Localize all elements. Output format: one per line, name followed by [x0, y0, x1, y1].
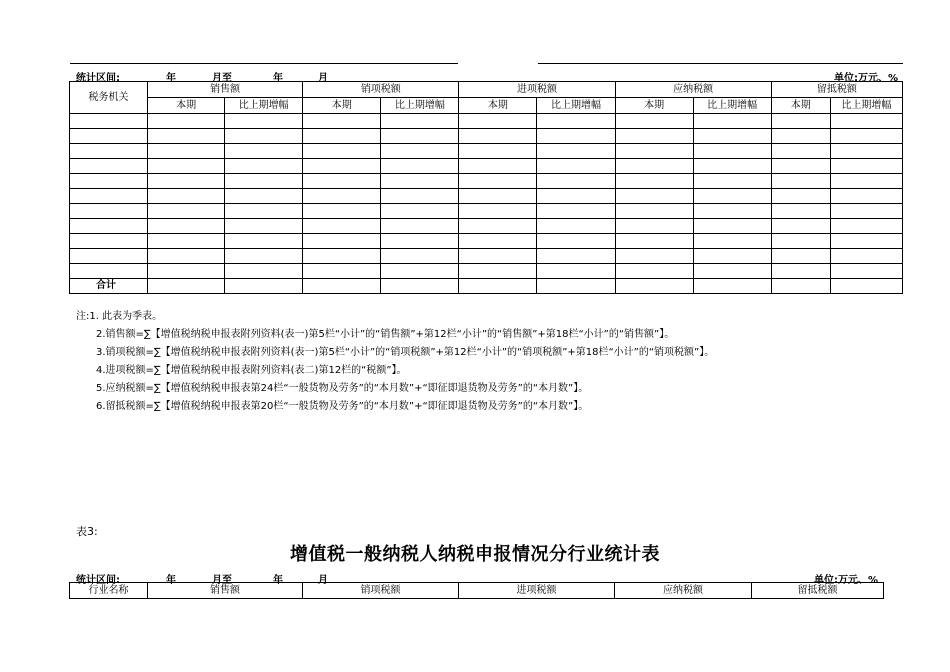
table-cell: [830, 264, 902, 279]
table-cell: [381, 159, 459, 174]
table-cell: [148, 264, 225, 279]
table-cell: [830, 114, 902, 129]
table-cell: [537, 234, 615, 249]
table-cell: [70, 159, 148, 174]
table-cell: [303, 249, 381, 264]
table-cell: [70, 249, 148, 264]
table-cell: [537, 174, 615, 189]
table-cell: [615, 144, 693, 159]
table-cell: [830, 204, 902, 219]
table-cell: [148, 279, 225, 294]
table-cell: [830, 189, 902, 204]
t3-period-year-start: 年: [166, 575, 176, 586]
table-cell: [537, 264, 615, 279]
table-cell: [303, 129, 381, 144]
period-month-to: 月至: [212, 73, 232, 84]
table-cell: [70, 174, 148, 189]
table-cell: [303, 114, 381, 129]
table-cell: [459, 279, 537, 294]
subheader-current: 本期: [459, 98, 537, 114]
table-row: [70, 264, 903, 279]
table-cell: [693, 219, 771, 234]
table-cell: [615, 219, 693, 234]
table-cell: [693, 264, 771, 279]
table-cell: [303, 144, 381, 159]
table-cell: [771, 249, 830, 264]
table-cell: [830, 129, 902, 144]
table-cell: [70, 189, 148, 204]
subheader-growth: 比上期增幅: [693, 98, 771, 114]
table-cell: [381, 219, 459, 234]
table-cell: [459, 189, 537, 204]
header-input-tax: 进项税额: [459, 82, 615, 98]
table-cell: [303, 219, 381, 234]
table-cell: [381, 129, 459, 144]
table-cell: [693, 114, 771, 129]
table-cell: [381, 234, 459, 249]
table-cell: [225, 234, 303, 249]
table-cell: [830, 249, 902, 264]
table-cell: [70, 129, 148, 144]
note-3: 3.销项税额=∑【增值税纳税申报表附列资料(表一)第5栏“小计”的“销项税额”+第12栏“小计”的“销项税额”+第18栏“小计”的“销项税额”】。: [96, 347, 715, 358]
table-cell: [537, 279, 615, 294]
period-year-end: 年: [273, 73, 283, 84]
table-cell: [615, 114, 693, 129]
table-cell: [830, 144, 902, 159]
industry-table: [69, 582, 884, 599]
table-row: [70, 144, 903, 159]
table3-label: 表3:: [76, 525, 98, 538]
table-cell: [693, 189, 771, 204]
table-cell: [537, 189, 615, 204]
t3-period-month-to: 月至: [212, 575, 232, 586]
period-label: 统计区间:: [76, 73, 120, 84]
table-cell: [615, 234, 693, 249]
t3-header-retained-credit: 留抵税额: [752, 583, 884, 599]
top-rule-left: [70, 63, 458, 64]
t3-period-label: 统计区间:: [76, 575, 120, 586]
tax-office-table: [69, 81, 903, 294]
table-cell: [225, 144, 303, 159]
t3-period-year-end: 年: [273, 575, 283, 586]
table-cell: [381, 264, 459, 279]
table-cell: [830, 159, 902, 174]
table-cell: [830, 234, 902, 249]
table-cell: [537, 129, 615, 144]
table-cell: [225, 114, 303, 129]
table-cell: [615, 129, 693, 144]
table-cell: [70, 234, 148, 249]
table-cell: [459, 264, 537, 279]
t3-period-month-end: 月: [318, 575, 328, 586]
table-row: [70, 249, 903, 264]
table-cell: [537, 204, 615, 219]
table-cell: [771, 144, 830, 159]
table-cell: [771, 174, 830, 189]
header-tax-office: 税务机关: [70, 82, 148, 114]
subheader-current: 本期: [615, 98, 693, 114]
table-cell: [303, 279, 381, 294]
table-cell: [225, 219, 303, 234]
t3-unit-label: 单位:万元、%: [813, 575, 878, 586]
table-cell: [148, 189, 225, 204]
table-cell: [459, 174, 537, 189]
table-cell: [303, 234, 381, 249]
t3-header-input-tax: 进项税额: [459, 583, 615, 599]
header-output-tax: 销项税额: [303, 82, 459, 98]
table3-title: 增值税一般纳税人纳税申报情况分行业统计表: [290, 544, 660, 565]
table-cell: [459, 144, 537, 159]
subheader-current: 本期: [148, 98, 225, 114]
table-cell: [615, 174, 693, 189]
table-cell: [615, 189, 693, 204]
header-tax-payable: 应纳税额: [615, 82, 771, 98]
table-cell: [148, 204, 225, 219]
table-cell: [381, 144, 459, 159]
table-cell: [225, 174, 303, 189]
table-cell: [148, 219, 225, 234]
subheader-growth: 比上期增幅: [225, 98, 303, 114]
table-cell: [615, 204, 693, 219]
table-cell: [537, 114, 615, 129]
period-year-start: 年: [166, 73, 176, 84]
table-cell: [381, 174, 459, 189]
subheader-current: 本期: [303, 98, 381, 114]
note-5: 5.应纳税额=∑【增值税纳税申报表第24栏“一般货物及劳务”的“本月数”+“即征即退货物及劳务”的“本月数”】。: [96, 383, 589, 394]
table-cell: [771, 189, 830, 204]
table-cell: [225, 189, 303, 204]
notes-block: [76, 308, 714, 416]
table-cell: [771, 219, 830, 234]
table-cell: [148, 129, 225, 144]
table-cell: [537, 219, 615, 234]
note-6: 6.留抵税额=∑【增值税纳税申报表第20栏“一般货物及劳务”的“本月数”+“即征即退货物及劳务”的“本月数”】。: [96, 401, 589, 412]
table-cell: [225, 249, 303, 264]
table-row: [70, 189, 903, 204]
subheader-growth: 比上期增幅: [830, 98, 902, 114]
table-cell: [615, 279, 693, 294]
table-cell: [148, 144, 225, 159]
table-cell: [830, 174, 902, 189]
table-cell: [693, 234, 771, 249]
table-cell: [70, 114, 148, 129]
table-cell: [459, 219, 537, 234]
table-cell: [771, 204, 830, 219]
table-cell: [225, 279, 303, 294]
table-cell: [615, 159, 693, 174]
table-cell: [303, 204, 381, 219]
table-cell: [459, 159, 537, 174]
table-row: [70, 174, 903, 189]
table-cell: [148, 234, 225, 249]
unit-label: 单位:万元、%: [833, 73, 898, 84]
table-cell: [537, 159, 615, 174]
subheader-growth: 比上期增幅: [381, 98, 459, 114]
table-cell: [381, 279, 459, 294]
table-cell: [225, 129, 303, 144]
table-cell: [830, 279, 902, 294]
table-cell: [771, 129, 830, 144]
table-cell: [459, 129, 537, 144]
table-cell: [693, 249, 771, 264]
table-cell: [693, 174, 771, 189]
table-cell: [771, 234, 830, 249]
table-cell: [830, 219, 902, 234]
table-cell: [70, 144, 148, 159]
header-sales: 销售额: [148, 82, 303, 98]
table-cell: [537, 249, 615, 264]
table-cell: [459, 114, 537, 129]
table-cell: [693, 159, 771, 174]
table-cell: [225, 264, 303, 279]
table-cell: [148, 159, 225, 174]
table-cell: [303, 159, 381, 174]
table-cell: [771, 159, 830, 174]
top-rule-right: [538, 63, 903, 64]
table-cell: [771, 279, 830, 294]
t3-header-output-tax: 销项税额: [303, 583, 459, 599]
table-cell: [615, 249, 693, 264]
table-row: [70, 129, 903, 144]
subheader-current: 本期: [771, 98, 830, 114]
table-cell: [148, 174, 225, 189]
table-cell: [459, 204, 537, 219]
table-cell: [693, 129, 771, 144]
table-cell: [459, 249, 537, 264]
table-cell: [303, 174, 381, 189]
table-cell: [771, 114, 830, 129]
table-cell: [771, 264, 830, 279]
table-cell: [148, 249, 225, 264]
table-cell: [225, 204, 303, 219]
note-4: 4.进项税额=∑【增值税纳税申报表附列资料(表二)第12栏的“税额”】。: [96, 365, 407, 376]
table-cell: [615, 264, 693, 279]
total-row: [70, 279, 903, 294]
table-cell: [303, 264, 381, 279]
table-row: [70, 234, 903, 249]
table-cell: [225, 159, 303, 174]
table-row: [70, 219, 903, 234]
t3-header-tax-payable: 应纳税额: [615, 583, 752, 599]
table-cell: [70, 264, 148, 279]
table-cell: [381, 204, 459, 219]
t3-header-industry: 行业名称: [70, 583, 148, 599]
table-cell: [459, 234, 537, 249]
header-retained-credit: 留抵税额: [771, 82, 902, 98]
note-2: 2.销售额=∑【增值税纳税申报表附列资料(表一)第5栏“小计”的“销售额”+第12栏“小计”的“销售额”+第18栏“小计”的“销售额”】。: [96, 329, 675, 340]
subheader-growth: 比上期增幅: [537, 98, 615, 114]
table-cell: [148, 114, 225, 129]
table-cell: [537, 144, 615, 159]
t3-header-sales: 销售额: [148, 583, 303, 599]
total-label: 合计: [70, 279, 148, 294]
period-month-end: 月: [318, 73, 328, 84]
table-cell: [693, 279, 771, 294]
table-cell: [303, 189, 381, 204]
table-row: [70, 114, 903, 129]
table-row: [70, 204, 903, 219]
table-cell: [381, 114, 459, 129]
table-cell: [693, 144, 771, 159]
table-cell: [70, 219, 148, 234]
table-row: [70, 159, 903, 174]
table-cell: [381, 249, 459, 264]
note-1: 注:1. 此表为季表。: [76, 311, 163, 322]
table-cell: [693, 204, 771, 219]
table-cell: [381, 189, 459, 204]
table-cell: [70, 204, 148, 219]
